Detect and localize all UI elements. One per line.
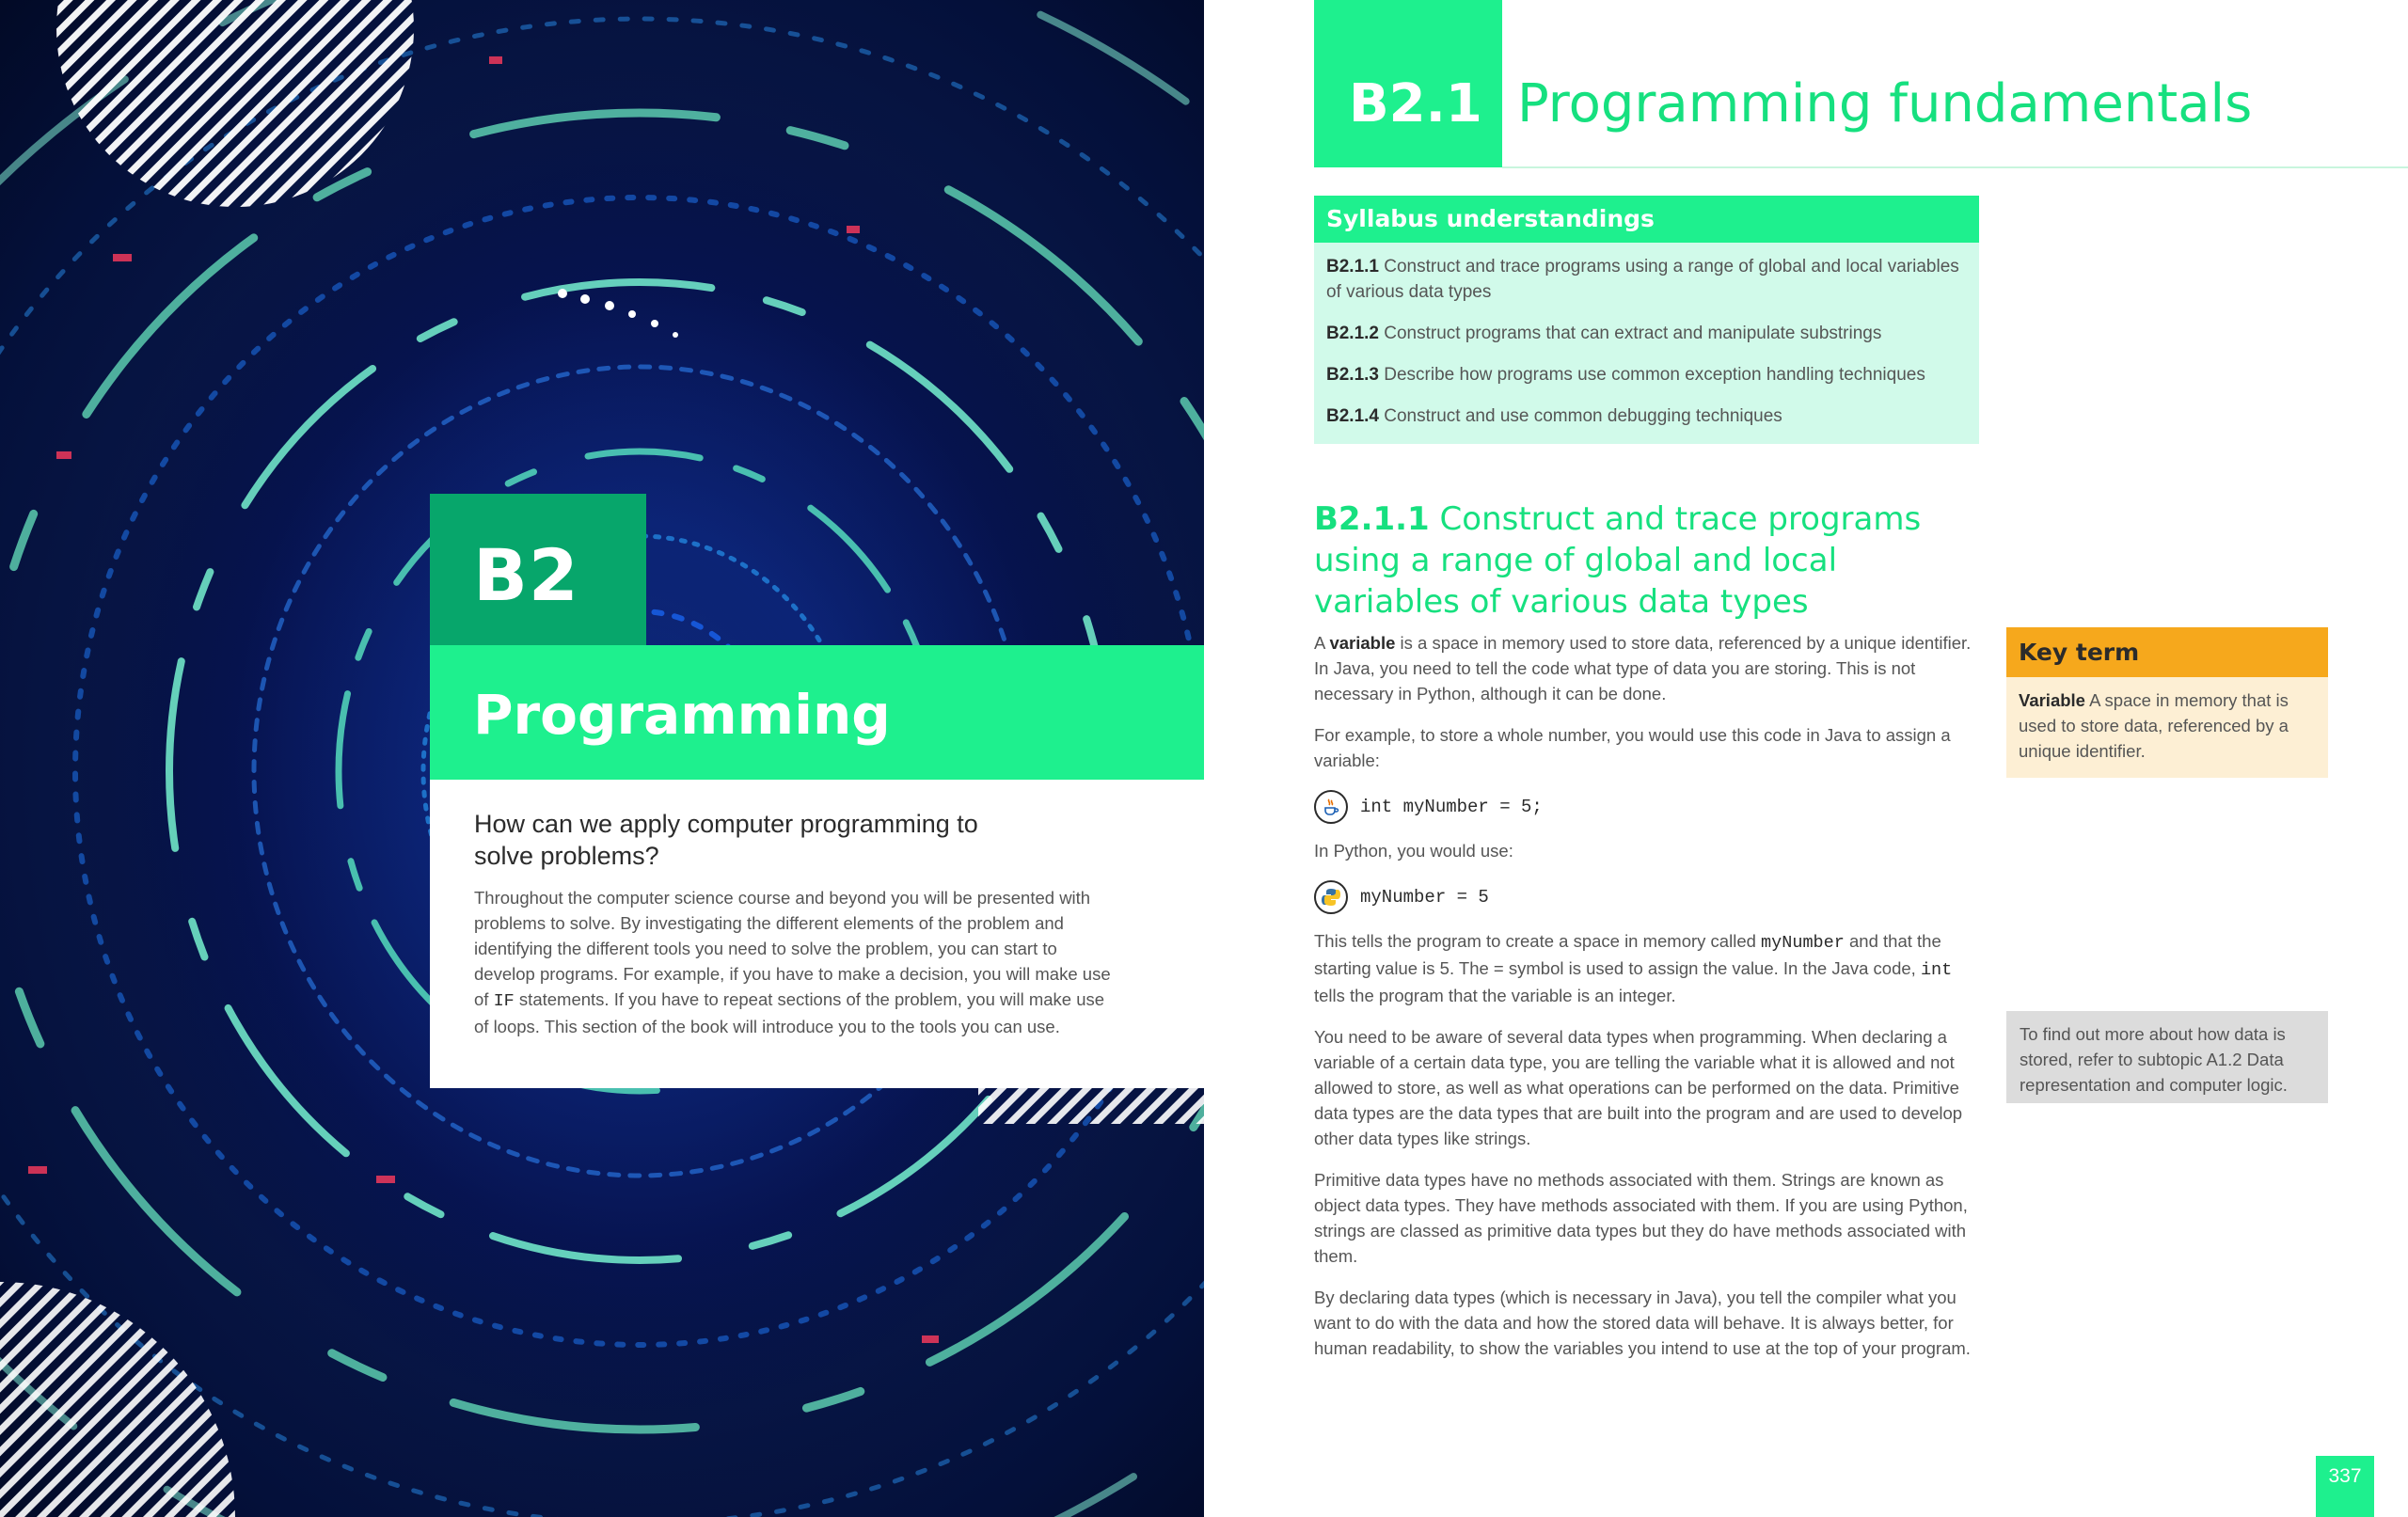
syllabus-list [1314,243,1979,429]
syllabus-item [1326,254,1967,305]
syllabus-item-text: Construct and trace programs using a range of global and local variables of various data types [1326,257,1959,302]
intro-text-part: statements. If you have to repeat sections of the problem, you will make use of loops. This section of the book will introduce you to the tools you can use. [474,989,1105,1036]
page-number: 337 [2328,1465,2362,1487]
chapter-intro-text [474,885,1114,1039]
paragraph-declaring-types: By declaring data types (which is necessary in Java), you tell the compiler what you want to do with the data and how the stored data will behave. It is always better, for human readability, to show the variables you intend to use at the top of your program. [1314,1288,1971,1358]
key-term-text: A space in memory that is used to store data, referenced by a unique identifier. [2019,690,2289,761]
inline-code-int: int [1920,960,1953,980]
paragraph-primitive-types: Primitive data types have no methods associated with them. Strings are known as object data types. They have methods associated with them. If you are using Python, strings are classed as primitive data types but they do have methods associated with them. [1314,1170,1968,1266]
intro-text-part: Throughout the computer science course and beyond you will be presented with problems to solve. By investigating the different elements of the problem and identifying the different tools you need to solve the problem, you can start to develop programs. For example, if you have to make a decision, you will make use of [474,888,1111,1009]
section-title: Construct and trace programs using a range of global and local variables of various data types [1314,500,1922,621]
inline-code-mynumber: myNumber [1761,933,1845,953]
chapter-intro-box [430,780,1204,1088]
syllabus-item-code: B2.1.1 [1326,257,1379,277]
paragraph-data-types: You need to be aware of several data types when programming. When declaring a variable of a certain data type, you are telling the variable what it is allowed and not allowed to store, as well as what operations can be performed on the data. Primitive data types are the data types that are built into the program and are used to develop other data types like strings. [1314,1027,1963,1148]
topic-page [1204,0,2408,1517]
syllabus-item-code: B2.1.2 [1326,324,1379,343]
inline-code-if: IF [493,991,515,1011]
python-code-example [1314,879,1982,915]
java-code-example [1314,789,1982,825]
syllabus-item [1326,403,1967,429]
paragraph-python-intro: In Python, you would use: [1314,841,1513,861]
page-number-tab [2316,1456,2374,1517]
para-text: This tells the program to create a space in memory called [1314,931,1762,951]
cross-reference-note: To find out more about how data is stored, refer to subtopic A1.2 Data representation and computer logic. [2006,1011,2328,1103]
chapter-code: B2 [473,533,579,617]
python-logo-glyph [1321,887,1341,908]
body-text-column [1314,630,1982,1377]
para-text: and that the starting value is 5. The = symbol is used to assign the value. In the Java code, [1314,931,1941,978]
chapter-title: Programming [473,683,891,747]
para-text: A [1314,633,1330,653]
topic-title: Programming fundamentals [1517,73,2253,134]
bold-term-variable: variable [1329,633,1396,653]
syllabus-item-text: Describe how programs use common exception handling techniques [1378,365,1925,385]
java-code: int myNumber = 5; [1360,797,1543,817]
python-code: myNumber = 5 [1360,887,1489,908]
syllabus-header: Syllabus understandings [1314,196,1979,243]
topic-divider [1502,166,2408,168]
syllabus-box [1314,196,1979,444]
java-icon [1314,790,1348,824]
topic-code-block [1314,0,1502,167]
key-term-header: Key term [2006,627,2328,677]
topic-code: B2.1 [1349,73,1482,134]
section-heading [1314,498,1991,623]
syllabus-item-text: Construct and use common debugging techniques [1378,406,1782,426]
java-cup-glyph [1321,797,1341,817]
paragraph-java-example-intro: For example, to store a whole number, you would use this code in Java to assign a variable: [1314,725,1951,770]
guiding-question: How can we apply computer programming to solve problems? [474,810,978,870]
para-text: tells the program that the variable is an integer. [1314,986,1676,1005]
para-text: is a space in memory used to store data, referenced by a unique identifier. In Java, you need to tell the code what type of data you are storing. This is not necessary in Python, although it can be done. [1314,633,1972,703]
key-term-definition [2006,677,2328,774]
syllabus-item [1326,362,1967,387]
syllabus-item-text: Construct programs that can extract and manipulate substrings [1378,324,1882,343]
key-term-box [2006,627,2328,778]
chapter-code-block [430,494,646,647]
paragraph-explanation [1314,928,1982,1008]
section-code: B2.1.1 [1314,500,1430,538]
syllabus-item [1326,321,1967,346]
chapter-title-band [430,645,1204,780]
paragraph-variable-definition [1314,630,1982,706]
python-icon [1314,880,1348,914]
syllabus-item-code: B2.1.4 [1326,406,1379,426]
syllabus-item-code: B2.1.3 [1326,365,1379,385]
key-term-word: Variable [2019,690,2085,710]
